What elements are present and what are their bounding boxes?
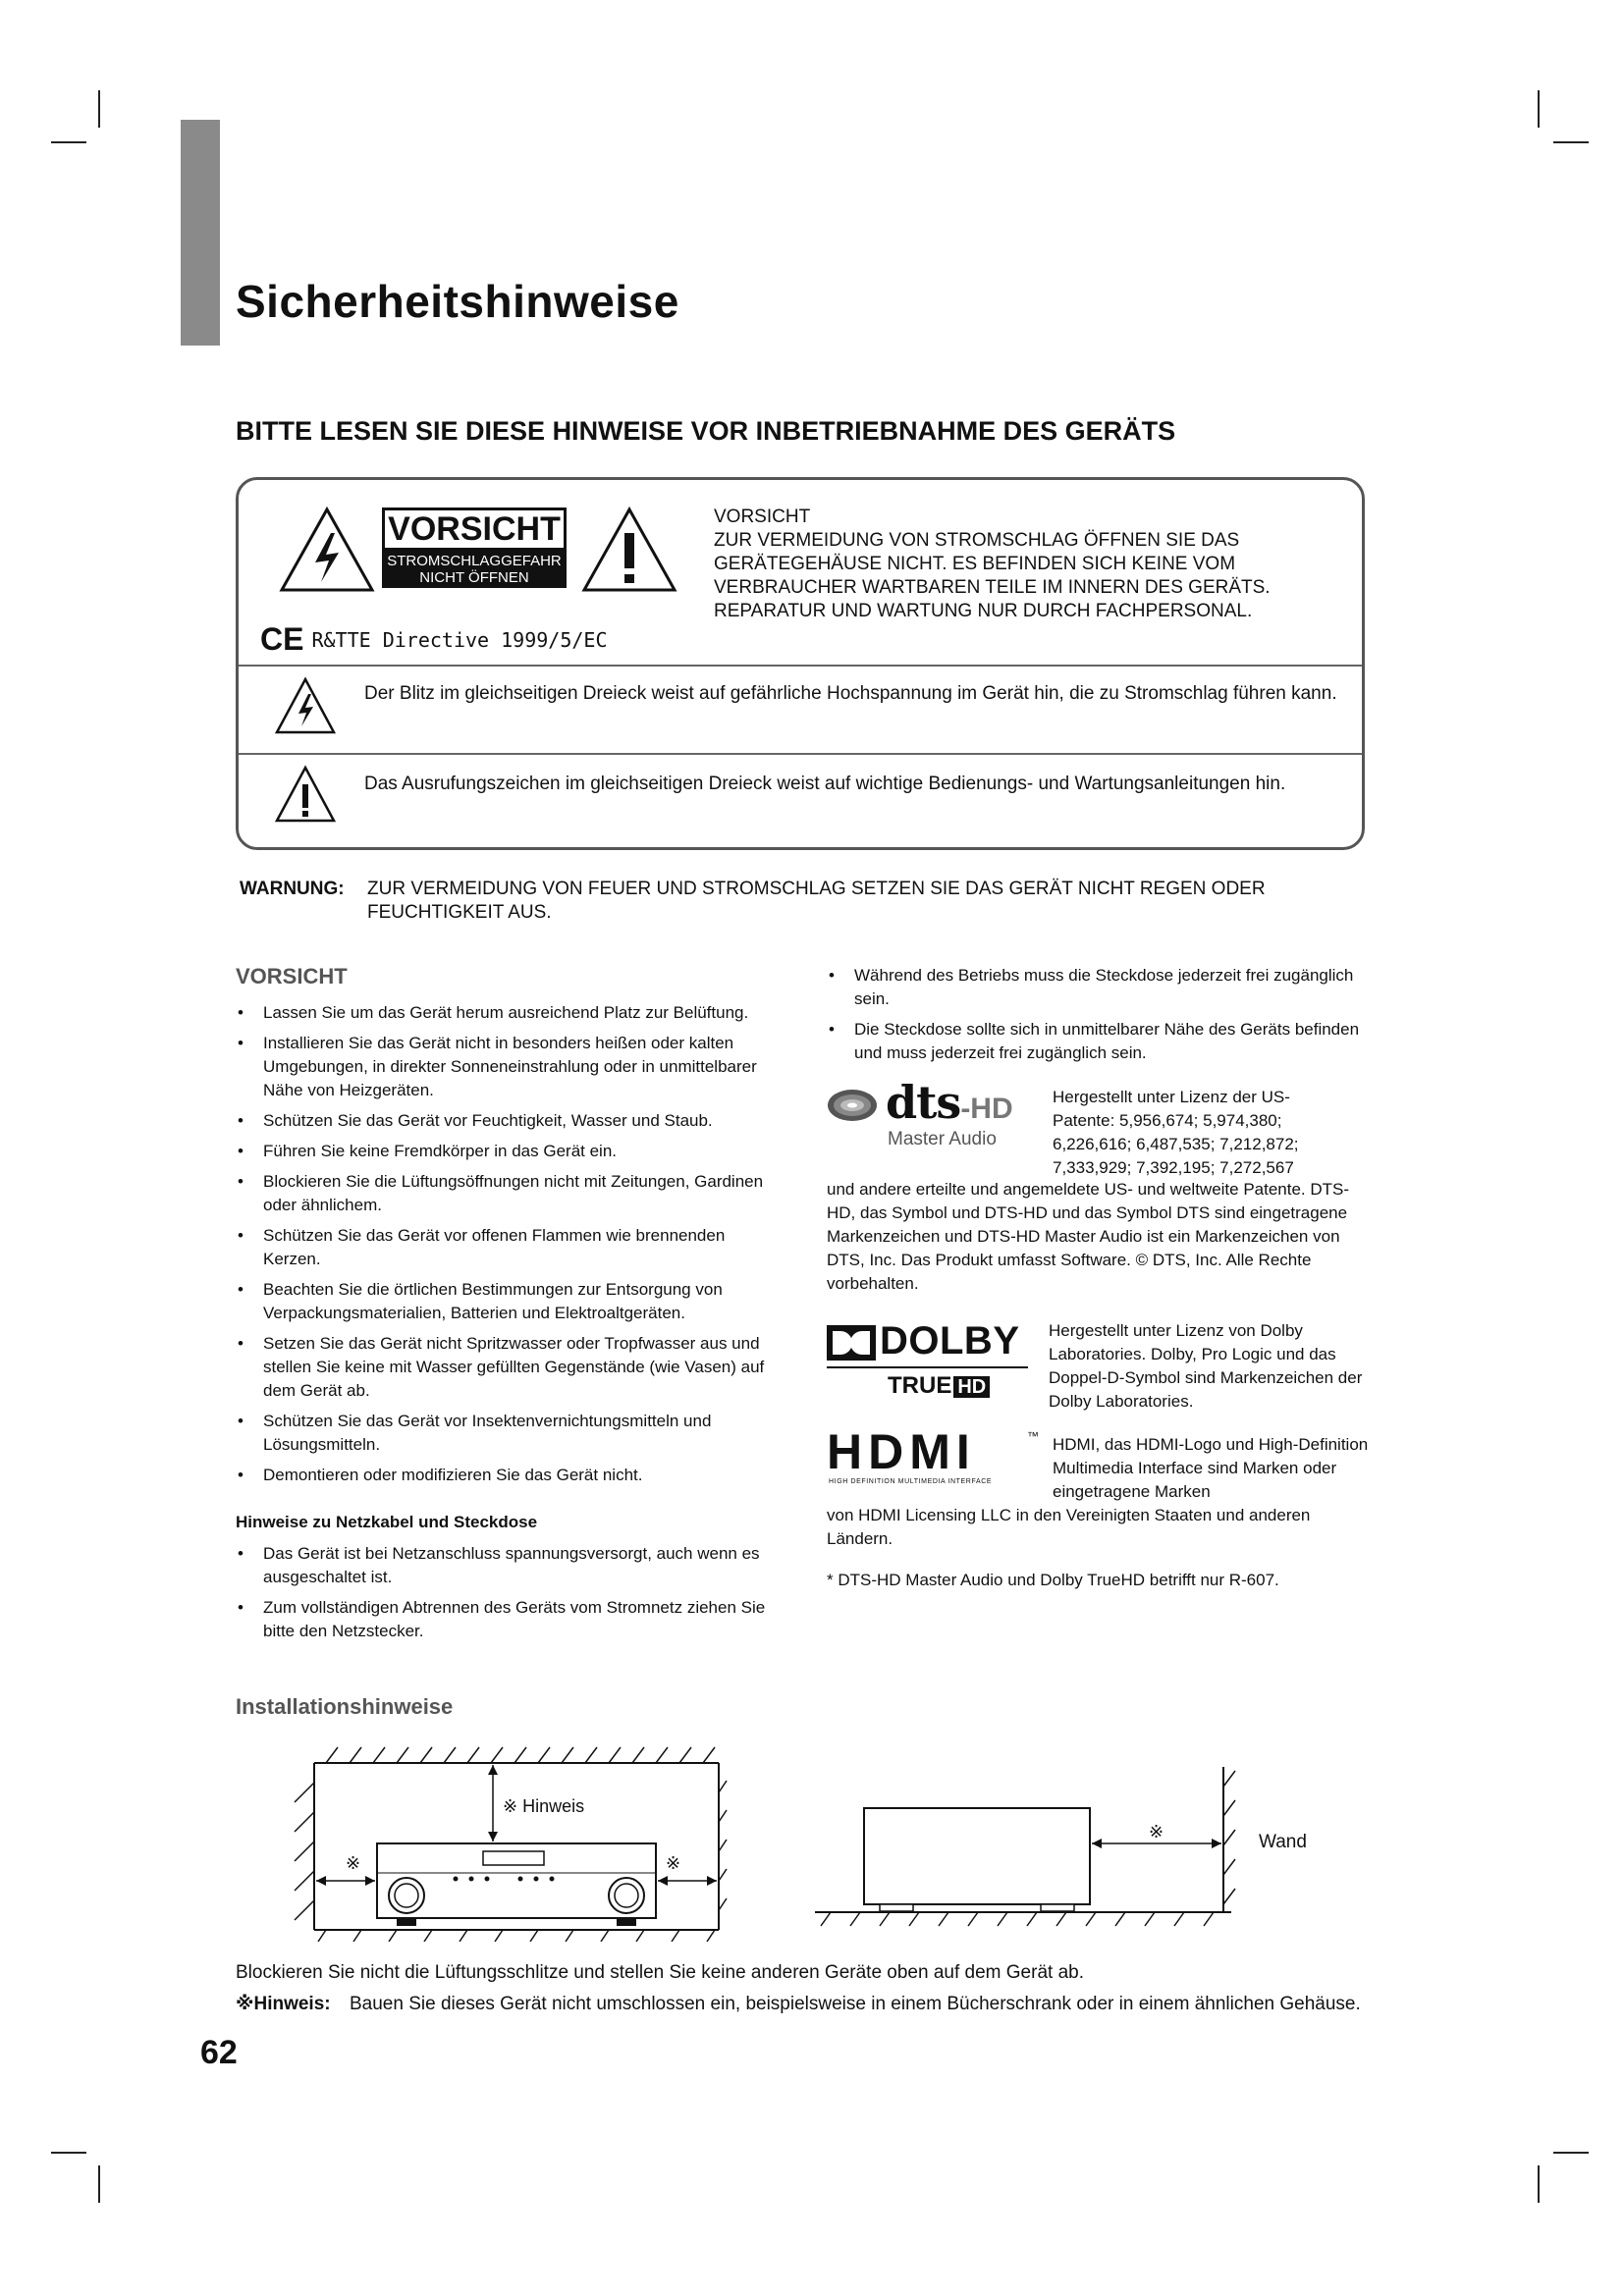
list-item: • Schützen Sie das Gerät vor Insektenvernichtungsmitteln und Lösungsmitteln. bbox=[236, 1410, 785, 1457]
list-item: • Blockieren Sie die Lüftungsöffnungen nicht mit Zeitungen, Gardinen oder ähnlichem. bbox=[236, 1170, 785, 1217]
vorsicht-label-line1: STROMSCHLAGGEFAHR bbox=[387, 553, 562, 569]
vorsicht-label-line2: NICHT ÖFFNEN bbox=[419, 569, 529, 586]
dolby-text: Hergestellt unter Lizenz von Dolby Laboratories. Dolby, Pro Logic und das Doppel-D-Symbol sind Markenzeichen der Dolby Laboratories. bbox=[1049, 1321, 1363, 1411]
page-title: Sicherheitshinweise bbox=[236, 276, 679, 327]
hdmi-tm: ™ bbox=[1027, 1429, 1039, 1443]
truehd-true: TRUE bbox=[888, 1372, 952, 1399]
vorsicht-label bbox=[382, 507, 567, 588]
exclamation-explanation: Das Ausrufungszeichen im gleichseitigen Dreieck weist auf wichtige Bedienungs- und Wartungsanleitungen hin. bbox=[364, 774, 1286, 794]
list-item: • Schützen Sie das Gerät vor offenen Flammen wie brennenden Kerzen. bbox=[236, 1224, 785, 1271]
warning-label: WARNUNG: bbox=[240, 879, 345, 899]
box-divider bbox=[239, 665, 1362, 667]
lightning-explanation: Der Blitz im gleichseitigen Dreieck weist auf gefährliche Hochspannung im Gerät hin, die zu Stromschlag führen kann. bbox=[364, 683, 1337, 704]
crop-mark bbox=[1553, 2152, 1589, 2154]
trademark-note: * DTS-HD Master Audio und Dolby TrueHD betrifft nur R-607. bbox=[827, 1571, 1279, 1589]
caution-line: REPARATUR UND WARTUNG NUR DURCH FACHPERSONAL. bbox=[714, 601, 1253, 621]
steckdose-list bbox=[827, 964, 1372, 1065]
list-item: • Zum vollständigen Abtrennen des Geräts vom Stromnetz ziehen Sie bitte den Netzstecker. bbox=[236, 1596, 785, 1643]
hdmi-logo bbox=[827, 1424, 1039, 1488]
page-subtitle: BITTE LESEN SIE DIESE HINWEISE VOR INBETRIEBNAHME DES GERÄTS bbox=[236, 416, 1176, 446]
left-gap-mark: ※ bbox=[346, 1853, 361, 1873]
install-note-row bbox=[236, 1993, 1375, 2016]
dolby-dd-icon bbox=[827, 1325, 876, 1361]
lightning-small-icon bbox=[274, 676, 337, 735]
vorsicht-label-big: VORSICHT bbox=[382, 507, 567, 551]
caution-text-block bbox=[714, 506, 1342, 623]
list-item: • Führen Sie keine Fremdkörper in das Gerät ein. bbox=[236, 1140, 785, 1163]
caution-heading: VORSICHT bbox=[714, 507, 811, 527]
crop-mark bbox=[98, 90, 100, 128]
vorsicht-heading: VORSICHT bbox=[236, 964, 348, 988]
list-item: • Demontieren oder modifizieren Sie das Gerät nicht. bbox=[236, 1464, 785, 1487]
hdmi-logo-text: HDMI bbox=[827, 1424, 976, 1479]
ce-icon: CE bbox=[260, 621, 304, 657]
caution-box bbox=[236, 477, 1365, 850]
truehd-hd: HD bbox=[953, 1376, 990, 1398]
page-number: 62 bbox=[200, 2034, 238, 2071]
dolby-logo-text: DOLBY bbox=[880, 1319, 1020, 1362]
caution-line: VERBRAUCHER WARTBAREN TEILE IM INNERN DES GERÄTS. bbox=[714, 577, 1271, 598]
warning-text: ZUR VERMEIDUNG VON FEUER UND STROMSCHLAG SETZEN SIE DAS GERÄT NICHT REGEN ODER FEUCHTIGKEIT AUS. bbox=[367, 879, 1266, 923]
hdmi-body: von HDMI Licensing LLC in den Vereinigten Staaten und anderen Ländern. bbox=[827, 1506, 1311, 1548]
list-item: • Während des Betriebs muss die Steckdose jederzeit frei zugänglich sein. bbox=[827, 964, 1372, 1011]
dolby-divider bbox=[827, 1366, 1028, 1368]
install-note-text: Bauen Sie dieses Gerät nicht umschlossen ein, beispielsweise in einem Bücherschrank oder in einem ähnlichen Gehäuse. bbox=[350, 1994, 1361, 2014]
list-item: • Beachten Sie die örtlichen Bestimmungen zur Entsorgung von Verpackungsmaterialien, Batterien und Elektroaltgeräten. bbox=[236, 1278, 785, 1325]
crop-mark bbox=[98, 2165, 100, 2203]
wall-gap-mark: ※ bbox=[1149, 1822, 1164, 1842]
warning-row bbox=[240, 878, 1369, 925]
crop-mark bbox=[1553, 141, 1589, 143]
vorsicht-label-sub bbox=[382, 551, 567, 588]
dts-line: Hergestellt unter Lizenz der US- bbox=[1053, 1088, 1290, 1106]
install-footer-text: Blockieren Sie nicht die Lüftungsschlitze und stellen Sie keine anderen Geräte oben auf dem Gerät ab. bbox=[236, 1962, 1084, 1983]
list-item: • Schützen Sie das Gerät vor Feuchtigkeit, Wasser und Staub. bbox=[236, 1109, 785, 1133]
vorsicht-list bbox=[236, 1001, 785, 1487]
list-item: • Installieren Sie das Gerät nicht in besonders heißen oder kalten Umgebungen, in direkter Sonneneinstrahlung oder in unmittelbarer Nähe von Heizgeräten. bbox=[236, 1032, 785, 1102]
ce-mark bbox=[260, 621, 607, 658]
dolby-logo bbox=[827, 1321, 1033, 1406]
dts-disc-icon bbox=[827, 1088, 878, 1123]
section-sidebar-bar bbox=[181, 120, 220, 346]
list-item: • Die Steckdose sollte sich in unmittelbarer Nähe des Geräts befinden und muss jederzeit frei zugänglich sein. bbox=[827, 1018, 1372, 1065]
right-column bbox=[827, 964, 1372, 1072]
exclamation-warning-icon bbox=[580, 506, 678, 594]
ce-directive-text: R&TTE Directive 1999/5/EC bbox=[311, 627, 608, 652]
dts-logo-hd: -HD bbox=[960, 1093, 1013, 1125]
dts-logo bbox=[827, 1076, 1041, 1152]
hinweis-label: ※ Hinweis bbox=[503, 1796, 585, 1816]
dts-line: 7,333,929; 7,392,195; 7,272,567 bbox=[1053, 1158, 1294, 1177]
dts-logo-main: dts bbox=[886, 1076, 961, 1129]
crop-mark bbox=[51, 2152, 86, 2154]
install-note-label: ※Hinweis: bbox=[236, 1994, 331, 2014]
dts-line: Patente: 5,956,674; 5,974,380; bbox=[1053, 1111, 1282, 1130]
dts-body: und andere erteilte und angemeldete US- und weltweite Patente. DTS-HD, das Symbol und DTS-HD und das Symbol DTS sind eingetragene Markenzeichen und DTS-HD Master Audio ist ein Markenzeichen von DTS, Inc. Das Produkt umfasst Software. © DTS, Inc. Alle Rechte vorbehalten. bbox=[827, 1180, 1350, 1293]
truehd-logo bbox=[888, 1372, 990, 1400]
right-gap-mark: ※ bbox=[666, 1853, 681, 1873]
list-item: • Setzen Sie das Gerät nicht Spritzwasser oder Tropfwasser aus und stellen Sie keine mit Wasser gefüllten Gegenstände (wie Vasen) auf dem Gerät ab. bbox=[236, 1332, 785, 1403]
netzkabel-heading: Hinweise zu Netzkabel und Steckdose bbox=[236, 1513, 538, 1531]
hdmi-logo-sub: HIGH DEFINITION MULTIMEDIA INTERFACE bbox=[829, 1478, 993, 1485]
hdmi-side-text: HDMI, das HDMI-Logo und High-Definition Multimedia Interface sind Marken oder eingetragene Marken bbox=[1053, 1435, 1369, 1501]
left-column bbox=[236, 964, 785, 1650]
crop-mark bbox=[1538, 90, 1540, 128]
wall-clearance-diagram bbox=[811, 1767, 1263, 1930]
box-divider bbox=[239, 753, 1362, 755]
dts-logo-text bbox=[886, 1076, 1013, 1129]
crop-mark bbox=[1538, 2165, 1540, 2203]
netzkabel-list bbox=[236, 1542, 785, 1643]
dts-side-text bbox=[1053, 1086, 1377, 1180]
install-heading: Installationshinweise bbox=[236, 1694, 454, 1719]
list-item: • Das Gerät ist bei Netzanschluss spannungsversorgt, auch wenn es ausgeschaltet ist. bbox=[236, 1542, 785, 1589]
wall-label: Wand bbox=[1259, 1832, 1307, 1852]
dts-line: 6,226,616; 6,487,535; 7,212,872; bbox=[1053, 1135, 1299, 1153]
exclamation-small-icon bbox=[274, 765, 337, 824]
caution-line: ZUR VERMEIDUNG VON STROMSCHLAG ÖFFNEN SIE DAS bbox=[714, 530, 1240, 551]
crop-mark bbox=[51, 141, 86, 143]
caution-line: GERÄTEGEHÄUSE NICHT. ES BEFINDEN SICH KEINE VOM bbox=[714, 554, 1236, 574]
enclosure-diagram bbox=[287, 1743, 729, 1942]
lightning-warning-icon bbox=[278, 506, 376, 594]
dts-logo-sub: Master Audio bbox=[888, 1129, 997, 1149]
list-item: • Lassen Sie um das Gerät herum ausreichend Platz zur Belüftung. bbox=[236, 1001, 785, 1025]
